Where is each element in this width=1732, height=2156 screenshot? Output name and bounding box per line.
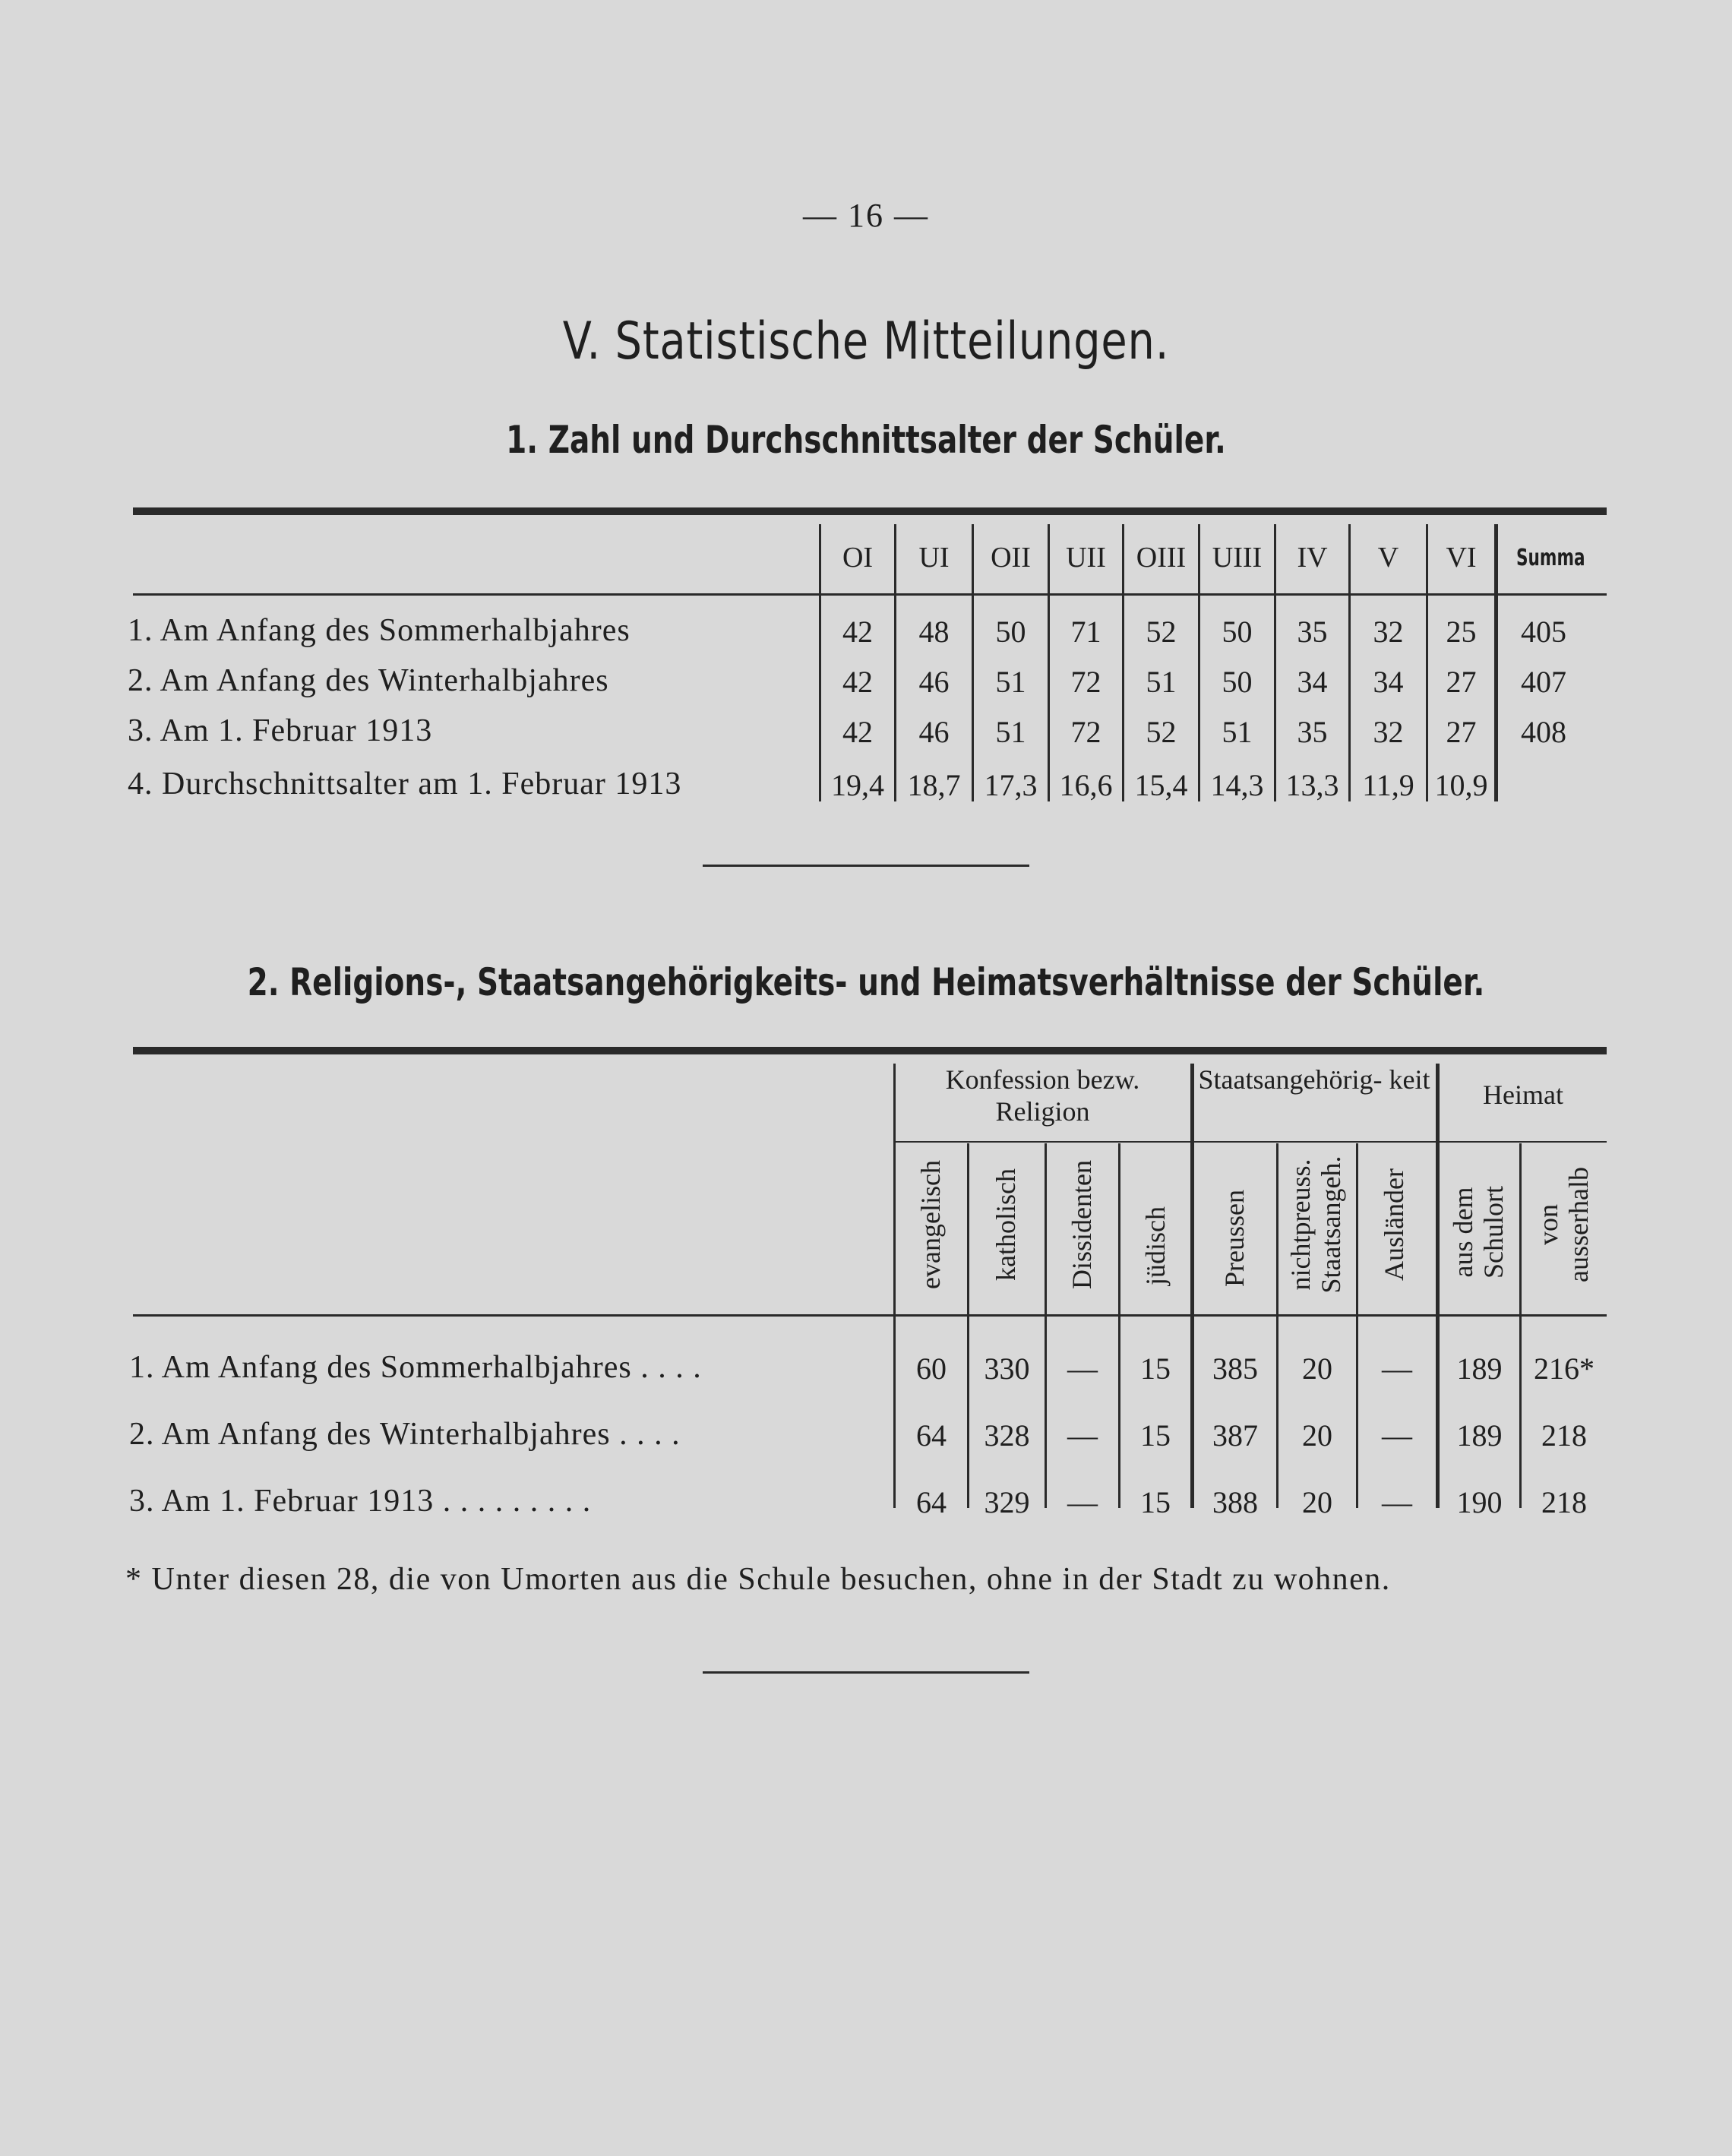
t2-cell: — (1382, 1351, 1412, 1386)
table1-top-rule (133, 507, 1607, 515)
t1-col-header: IV (1297, 542, 1328, 574)
t1-cell: 71 (1070, 615, 1101, 649)
t1-cell: 34 (1373, 665, 1404, 699)
t1-cell: 72 (1070, 665, 1101, 699)
t1-cell: 51 (995, 715, 1026, 749)
t1-cell: 51 (995, 665, 1026, 699)
t1-cell: 35 (1297, 615, 1328, 649)
t2-cell: 328 (984, 1418, 1030, 1453)
t2-cell: — (1067, 1485, 1098, 1519)
t1-cell: 50 (1222, 615, 1253, 649)
group-staat: Staatsangehörig- keit (1198, 1064, 1430, 1095)
t2-row-label: 2. Am Anfang des Winterhalbjahres . . . . (129, 1417, 681, 1452)
t2-cell: 15 (1140, 1485, 1171, 1519)
t2-row-label: 1. Am Anfang des Sommerhalbjahres . . . . (129, 1350, 702, 1385)
t1-cell: 50 (995, 615, 1026, 649)
t1-col-header: UI (918, 542, 950, 574)
t1-row-label: 4. Durchschnittsalter am 1. Februar 1913 (128, 767, 682, 801)
t1-cell: 42 (842, 715, 873, 749)
t2-cell: — (1067, 1418, 1098, 1453)
table1-title: 1. Zahl und Durchschnittsalter der Schüler. (506, 418, 1226, 462)
t1-cell: 15,4 (1134, 768, 1188, 802)
divider (703, 865, 1029, 867)
t1-col-header: UIII (1212, 542, 1263, 574)
t1-cell: 27 (1446, 715, 1477, 749)
t2-cell: 330 (984, 1351, 1030, 1386)
t2-cell: 20 (1302, 1485, 1332, 1519)
table2-group-rule (895, 1141, 1607, 1143)
t1-row-label: 1. Am Anfang des Sommerhalbjahres (128, 613, 631, 648)
t1-sum: 405 (1521, 615, 1566, 649)
t2-col-header: evangelisch (915, 1160, 946, 1289)
t2-cell: — (1382, 1485, 1412, 1519)
t2-col-header: katholisch (991, 1168, 1021, 1281)
t1-cell: 17,3 (984, 768, 1038, 802)
t2-cell: 20 (1302, 1351, 1332, 1386)
t1-cell: 32 (1373, 715, 1404, 749)
t1-col-header: VI (1446, 542, 1477, 574)
t1-cell: 25 (1446, 615, 1477, 649)
table2-title: 2. Religions-, Staatsangehörigkeits- und Heimatsverhältnisse der Schüler. (247, 960, 1485, 1004)
t1-sum: 408 (1521, 715, 1566, 749)
main-title: V. Statistische Mitteilungen. (562, 311, 1170, 371)
t1-cell: 10,9 (1434, 768, 1488, 802)
t1-cell: 72 (1070, 715, 1101, 749)
table1-header-rule (133, 593, 1607, 596)
t1-cell: 35 (1297, 715, 1328, 749)
t1-col-header: OII (991, 542, 1031, 574)
divider (703, 1671, 1029, 1674)
t1-row-label: 2. Am Anfang des Winterhalbjahres (128, 663, 609, 698)
t2-cell: 190 (1456, 1485, 1503, 1519)
table2-top-rule (133, 1047, 1607, 1054)
t2-cell: 385 (1212, 1351, 1258, 1386)
t1-cell: 32 (1373, 615, 1404, 649)
t1-cell: 34 (1297, 665, 1328, 699)
t1-cell: 46 (918, 665, 950, 699)
t2-cell: 15 (1140, 1351, 1171, 1386)
t1-cell: 52 (1146, 615, 1177, 649)
t1-cell: 18,7 (907, 768, 961, 802)
t1-cell: 50 (1222, 665, 1253, 699)
t2-cell: 15 (1140, 1418, 1171, 1453)
t1-cell: 19,4 (831, 768, 884, 802)
summa-header: Summa (1516, 545, 1585, 571)
t2-col-header: Preussen (1219, 1190, 1250, 1287)
group-konfession: Konfession bezw. Religion (945, 1064, 1140, 1127)
t1-cell: 16,6 (1059, 768, 1113, 802)
t1-row-label: 3. Am 1. Februar 1913 (128, 713, 433, 748)
t2-col-header: jüdisch (1140, 1206, 1171, 1285)
t1-col-header: OI (842, 542, 874, 574)
t1-cell: 48 (918, 615, 950, 649)
t1-cell: 51 (1146, 665, 1177, 699)
t2-col-header: aus dem Schulort (1448, 1186, 1509, 1279)
t2-cell: 218 (1541, 1418, 1587, 1453)
t1-cell: 13,3 (1285, 768, 1339, 802)
t2-cell: 20 (1302, 1418, 1332, 1453)
t2-col-header: Dissidenten (1067, 1160, 1097, 1289)
t2-cell: 60 (916, 1351, 947, 1386)
t2-cell: — (1067, 1351, 1098, 1386)
t2-cell: 329 (984, 1485, 1030, 1519)
t2-cell: 218 (1541, 1485, 1587, 1519)
t1-cell: 11,9 (1362, 768, 1414, 802)
t2-col-header: von ausserhalb (1533, 1167, 1594, 1282)
t2-cell: 64 (916, 1485, 947, 1519)
t2-cell: 387 (1212, 1418, 1258, 1453)
t1-cell: 42 (842, 665, 873, 699)
t1-col-header: OIII (1136, 542, 1187, 574)
t2-col-header: nichtpreuss. Staatsangeh. (1285, 1155, 1346, 1294)
t2-cell: 189 (1456, 1418, 1503, 1453)
t2-cell: 388 (1212, 1485, 1258, 1519)
footnote: * Unter diesen 28, die von Umorten aus die Schule besuchen, ohne in der Stadt zu wohnen. (125, 1562, 1391, 1597)
t2-cell: 216* (1534, 1351, 1595, 1386)
t2-cell: 189 (1456, 1351, 1503, 1386)
t1-cell: 42 (842, 615, 873, 649)
t1-cell: 52 (1146, 715, 1177, 749)
t1-cell: 14,3 (1210, 768, 1264, 802)
t1-cell: 27 (1446, 665, 1477, 699)
table2-header-rule (133, 1314, 1607, 1317)
t1-col-header: UII (1066, 542, 1106, 574)
t1-cell: 46 (918, 715, 950, 749)
t2-cell: — (1382, 1418, 1412, 1453)
t1-col-header: V (1377, 542, 1399, 574)
t2-cell: 64 (916, 1418, 947, 1453)
t1-cell: 51 (1222, 715, 1253, 749)
t2-col-header: Ausländer (1379, 1168, 1409, 1281)
page-number: — 16 — (803, 197, 929, 234)
group-heimat: Heimat (1483, 1080, 1563, 1110)
t1-sum: 407 (1521, 665, 1566, 699)
t2-row-label: 3. Am 1. Februar 1913 . . . . . . . . . (129, 1484, 592, 1519)
